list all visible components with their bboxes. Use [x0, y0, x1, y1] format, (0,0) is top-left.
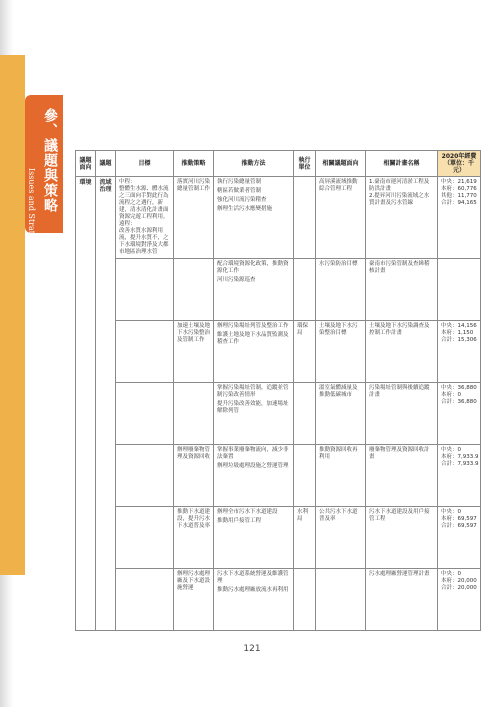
method-cell: [214, 569, 294, 631]
goal-cell: [116, 445, 174, 507]
finance-line: 中央：21,619: [441, 179, 477, 185]
plan-cell: 廢棄物管理及資源回收計畫: [366, 445, 438, 507]
method-item: 辦理全市污水下水道建設: [217, 509, 278, 515]
strategy-cell: 辦理廢棄物管理及資源回收: [174, 445, 214, 507]
header-goal: 目標: [116, 151, 174, 177]
method-item: 辦理垃圾處理設施之營運管理: [217, 463, 289, 469]
related-cell: 溫室氣體減量及推動低碳城市: [316, 383, 366, 445]
method-cell: [214, 177, 294, 259]
finance-line: 本府：7,933.9: [441, 454, 479, 460]
finance-cell: [438, 321, 481, 383]
finance-line: 中央：36,880: [441, 385, 477, 391]
header-strategy: 推動策略: [174, 151, 214, 177]
method-item: 執行污染總量管制: [217, 179, 262, 185]
method-item: 維護土地及地下水品質監測及稽查工作: [217, 332, 289, 345]
method-item: 辦理生活污水應變措施: [217, 206, 273, 212]
goal-cell: [116, 383, 174, 445]
method-item: 辦理污染場址列管及整治工作: [217, 323, 289, 329]
related-cell: 推動資源回收再利用: [316, 445, 366, 507]
related-cell: 水污染防治目標: [316, 259, 366, 321]
finance-line: 本府：1,150: [441, 330, 474, 336]
table-body: [76, 177, 481, 631]
strategy-cell: 加速土壤及地下水污染整治及管制工作: [174, 321, 214, 383]
method-cell: [214, 383, 294, 445]
finance-cell: [438, 383, 481, 445]
method-cell: [214, 507, 294, 569]
method-item: 推動用戶接管工程: [217, 518, 262, 524]
method-item: 推動污水處理廠放流水再利用: [217, 587, 289, 593]
finance-line: 中央：0: [441, 447, 461, 453]
plan-cell: 污染場址管制與後續追蹤計畫: [366, 383, 438, 445]
header-method: 推動方法: [214, 151, 294, 177]
finance-line: 中央：0: [441, 571, 461, 577]
method-item: 河川污染源巡查: [217, 277, 256, 283]
method-item: 轄區若做業者管制: [217, 188, 262, 194]
unit-cell: [294, 177, 316, 259]
table-row: [76, 259, 481, 321]
finance-cell: [438, 259, 481, 321]
related-cell: 公共污水下水道普及率: [316, 507, 366, 569]
strategy-cell: 推動下水道建設，提升污水下水道普及率: [174, 507, 214, 569]
chapter-subtitle: Issues and Strategies: [27, 168, 36, 256]
header-issue: 議題: [96, 151, 116, 177]
finance-line: 合計：7,933.9: [441, 461, 479, 467]
related-cell: 土壤及地下水污染整治目標: [316, 321, 366, 383]
strategy-cell: [174, 259, 214, 321]
plan-cell: 臺南市污染管制及查緝稽核計畫: [366, 259, 438, 321]
goal-cell: [116, 321, 174, 383]
unit-cell: 環保局: [294, 321, 316, 383]
finance-line: 合計：15,306: [441, 337, 477, 343]
strategy-cell: 落實河川污染總量管制工作: [174, 177, 214, 259]
unit-cell: [294, 445, 316, 507]
finance-line: 合計：20,000: [441, 585, 477, 591]
table-row: [76, 321, 481, 383]
theme-cell: 環境: [76, 177, 96, 631]
unit-cell: [294, 569, 316, 631]
finance-line: 中央：0: [441, 509, 461, 515]
method-item: 強化河川流污染稽查: [217, 197, 267, 203]
strategy-cell: [174, 383, 214, 445]
strategy-cell: 辦理污水處理廠及下水道設施營運: [174, 569, 214, 631]
finance-cell: [438, 569, 481, 631]
page-sheet: [75, 150, 480, 593]
finance-cell: [438, 507, 481, 569]
method-item: 提升污染改善效能，加速場址解除列管: [217, 401, 289, 414]
chapter-title: 參、議題與策略: [42, 108, 58, 213]
header-issue-group: 議題面向: [76, 151, 96, 177]
finance-line: 合計：94,165: [441, 200, 477, 206]
header-related: 相關議題面向: [316, 151, 366, 177]
finance-line: 其他：11,770: [441, 193, 477, 199]
method-cell: [214, 321, 294, 383]
unit-cell: 水利局: [294, 507, 316, 569]
method-cell: [214, 259, 294, 321]
method-item: 污水下水道系統營運及維護管理: [217, 571, 289, 584]
plan-cell: 污水下水道建設及用戶接管工程: [366, 507, 438, 569]
table-row: [76, 569, 481, 631]
finance-line: 本府：60,776: [441, 186, 477, 192]
finance-line: 本府：0: [441, 392, 461, 398]
method-item: 掌握事業廢棄物流向，減少非法棄置: [217, 447, 289, 460]
finance-line: 本府：20,000: [441, 578, 477, 584]
method-item: 掌握污染場址管制，追蹤並管制污染改善情形: [217, 385, 289, 398]
goal-cell: [116, 507, 174, 569]
table-header-row: [76, 151, 481, 177]
related-cell: [316, 569, 366, 631]
finance-line: 合計：36,880: [441, 399, 477, 405]
plan-cell: 土壤及地下水污染調查及控制工作計畫: [366, 321, 438, 383]
goal-cell: [116, 569, 174, 631]
finance-line: 本府：69,597: [441, 516, 477, 522]
strategy-table: [75, 150, 481, 631]
header-finance: 2020年經費（單位：千元）: [438, 151, 481, 177]
goal-cell: 中程： 整體生水源、體水流之三面向手對此行為流程之之遇行，新建，清水清化計畫面資源完遊工程利用。 遠程： 改善水質水源利用流，提升水質不，之下水環境對淨及大都市地區治理水管: [116, 177, 174, 259]
method-cell: [214, 445, 294, 507]
unit-cell: [294, 383, 316, 445]
table-row: [76, 445, 481, 507]
unit-cell: [294, 259, 316, 321]
method-item: 配合環境資源化政策，推動資源化工作: [217, 261, 289, 274]
subtheme-cell: 流域治理: [96, 177, 116, 631]
header-plan: 相關計畫名稱: [366, 151, 438, 177]
table-row: [76, 177, 481, 259]
related-cell: 高屏溪流域推動綜合管理工程: [316, 177, 366, 259]
finance-cell: [438, 445, 481, 507]
finance-line: 中央：14,156: [441, 323, 477, 329]
chapter-color-band: [0, 55, 25, 575]
table-row: [76, 383, 481, 445]
finance-cell: [438, 177, 481, 259]
finance-line: 合計：69,597: [441, 523, 477, 529]
plan-cell: 污水處理廠營運管理計畫: [366, 569, 438, 631]
table-row: [76, 507, 481, 569]
page-number: 121: [243, 644, 261, 654]
plan-cell: 1.臺南市運河清淤工程及防洪計畫 2.提昇河川污染流域之水質計畫及污水管線: [366, 177, 438, 259]
header-unit: 執行單位: [294, 151, 316, 177]
goal-cell: [116, 259, 174, 321]
